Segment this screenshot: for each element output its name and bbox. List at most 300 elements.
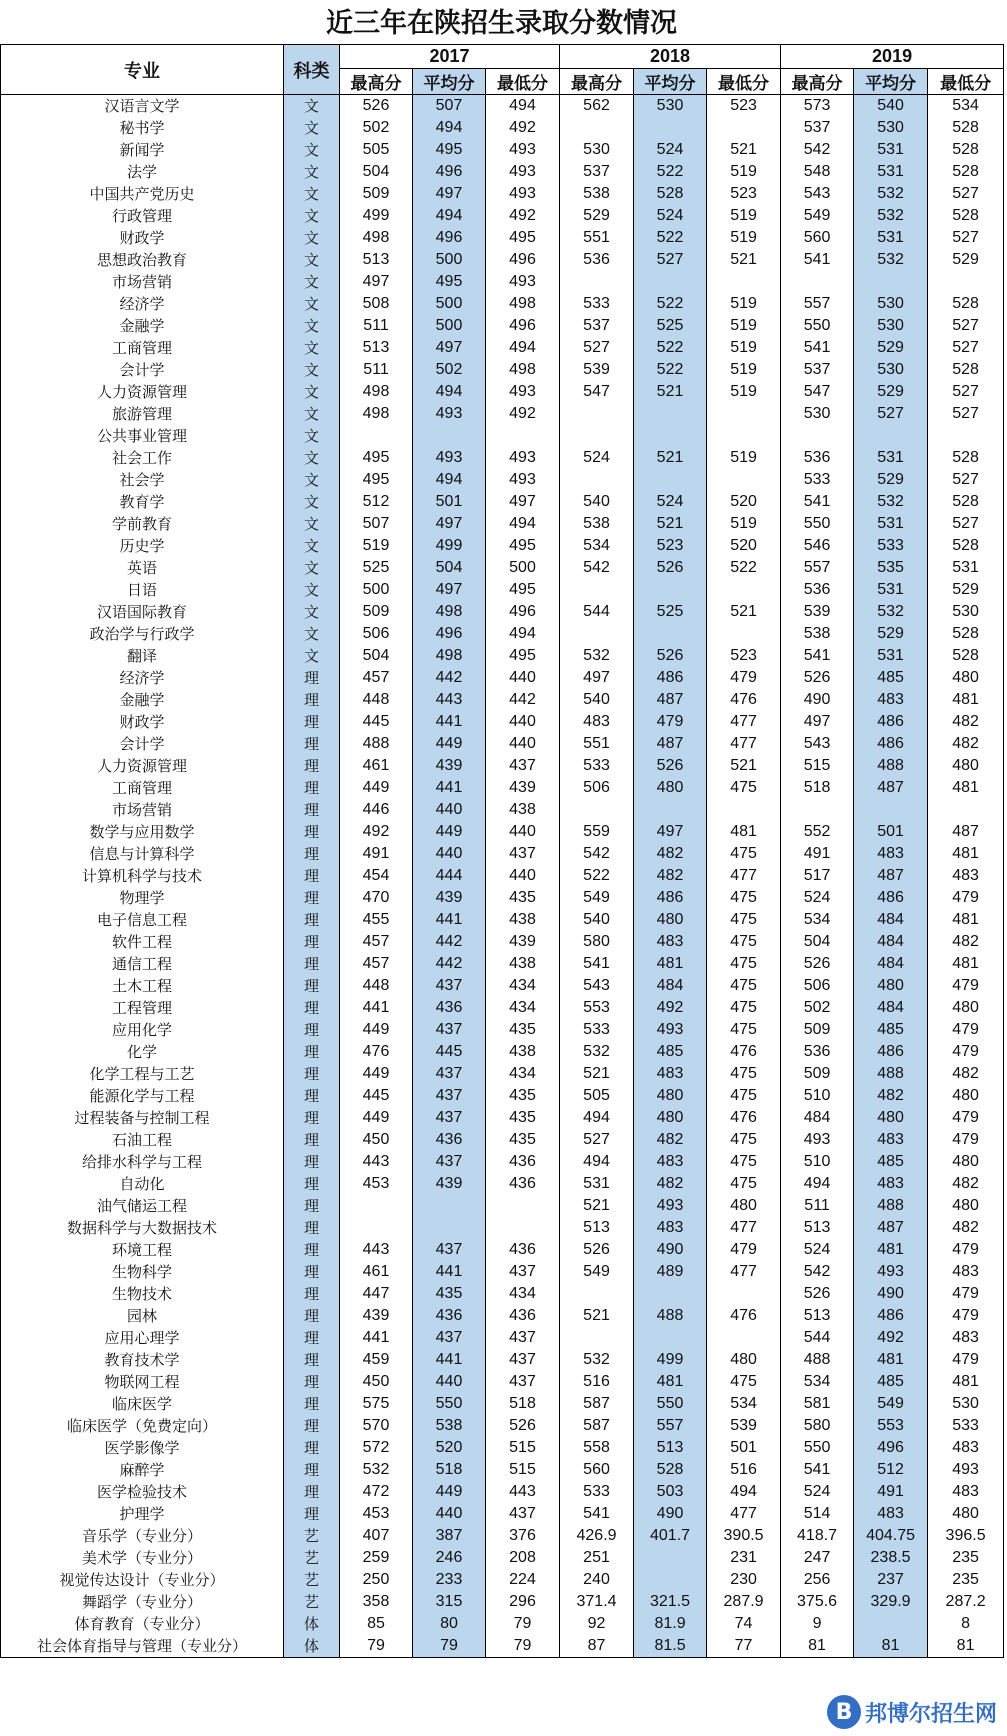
max-2017-cell: 488 <box>340 733 413 755</box>
avg-2018-cell: 485 <box>634 1041 707 1063</box>
category-cell: 文 <box>284 513 340 535</box>
avg-score-header: 平均分 <box>634 69 707 95</box>
max-2018-cell <box>560 469 634 491</box>
min-2018-cell: 477 <box>707 865 781 887</box>
max-2019-cell: 513 <box>781 1305 854 1327</box>
min-2018-cell: 521 <box>707 139 781 161</box>
min-2017-cell: 492 <box>486 117 560 139</box>
max-2018-cell: 426.9 <box>560 1525 634 1547</box>
min-2018-cell: 519 <box>707 205 781 227</box>
max-2018-cell: 540 <box>560 909 634 931</box>
max-2018-cell: 521 <box>560 1305 634 1327</box>
table-row <box>1 1217 1004 1239</box>
avg-2018-cell <box>634 425 707 447</box>
min-2019-cell: 529 <box>928 249 1004 271</box>
avg-2017-cell: 501 <box>413 491 486 513</box>
major-cell: 市场营销 <box>1 271 284 293</box>
min-2019-cell: 527 <box>928 403 1004 425</box>
max-2019-cell: 518 <box>781 777 854 799</box>
major-cell: 日语 <box>1 579 284 601</box>
table-row <box>1 1393 1004 1415</box>
min-2017-cell: 515 <box>486 1459 560 1481</box>
avg-2018-cell: 488 <box>634 1305 707 1327</box>
max-2017-cell: 507 <box>340 513 413 535</box>
category-cell: 文 <box>284 403 340 425</box>
avg-2017-cell: 441 <box>413 1261 486 1283</box>
table-row <box>1 777 1004 799</box>
min-2018-cell: 477 <box>707 711 781 733</box>
max-2019-cell: 81 <box>781 1635 854 1658</box>
avg-2017-cell: 440 <box>413 1371 486 1393</box>
table-row <box>1 183 1004 205</box>
major-cell: 市场营销 <box>1 799 284 821</box>
min-2018-cell <box>707 425 781 447</box>
min-2017-cell: 437 <box>486 1503 560 1525</box>
avg-2017-cell: 499 <box>413 535 486 557</box>
avg-2019-cell: 530 <box>854 117 928 139</box>
category-cell: 理 <box>284 953 340 975</box>
avg-2019-cell: 488 <box>854 1063 928 1085</box>
min-2019-cell: 479 <box>928 1239 1004 1261</box>
table-row <box>1 953 1004 975</box>
max-2017-cell: 450 <box>340 1129 413 1151</box>
category-cell: 文 <box>284 205 340 227</box>
avg-2018-cell: 525 <box>634 601 707 623</box>
major-cell: 工程管理 <box>1 997 284 1019</box>
major-cell: 数据科学与大数据技术 <box>1 1217 284 1239</box>
max-2017-cell: 499 <box>340 205 413 227</box>
table-row <box>1 931 1004 953</box>
min-2018-cell: 520 <box>707 491 781 513</box>
avg-2018-cell: 489 <box>634 1261 707 1283</box>
avg-2019-cell: 486 <box>854 711 928 733</box>
max-2018-cell: 494 <box>560 1151 634 1173</box>
min-2017-cell: 436 <box>486 1239 560 1261</box>
table-row <box>1 513 1004 535</box>
major-cell: 音乐学（专业分） <box>1 1525 284 1547</box>
avg-2019-cell: 485 <box>854 1371 928 1393</box>
max-2017-cell: 448 <box>340 975 413 997</box>
avg-2017-cell: 233 <box>413 1569 486 1591</box>
avg-2017-cell: 436 <box>413 1129 486 1151</box>
min-2018-cell <box>707 799 781 821</box>
min-2018-cell: 475 <box>707 909 781 931</box>
min-2017-cell: 497 <box>486 491 560 513</box>
avg-2018-cell: 484 <box>634 975 707 997</box>
avg-2019-cell: 481 <box>854 1349 928 1371</box>
avg-2018-cell: 524 <box>634 491 707 513</box>
category-cell: 理 <box>284 1415 340 1437</box>
avg-2019-cell: 238.5 <box>854 1547 928 1569</box>
category-cell: 理 <box>284 931 340 953</box>
avg-2019-cell: 531 <box>854 645 928 667</box>
max-2019-cell: 534 <box>781 1371 854 1393</box>
avg-2018-cell: 479 <box>634 711 707 733</box>
avg-2019-cell: 527 <box>854 403 928 425</box>
min-2019-cell: 479 <box>928 975 1004 997</box>
min-2017-cell: 438 <box>486 799 560 821</box>
min-2019-cell: 479 <box>928 1283 1004 1305</box>
avg-2017-cell: 79 <box>413 1635 486 1658</box>
table-row <box>1 1459 1004 1481</box>
category-cell: 文 <box>284 579 340 601</box>
avg-2017-cell: 441 <box>413 909 486 931</box>
avg-2017-cell <box>413 1195 486 1217</box>
avg-2017-cell: 494 <box>413 381 486 403</box>
max-2019-cell: 542 <box>781 1261 854 1283</box>
avg-2017-cell: 315 <box>413 1591 486 1613</box>
max-2018-cell: 506 <box>560 777 634 799</box>
avg-2018-cell: 513 <box>634 1437 707 1459</box>
min-2018-cell: 520 <box>707 535 781 557</box>
max-2018-cell: 513 <box>560 1217 634 1239</box>
max-2017-cell: 498 <box>340 381 413 403</box>
table-row <box>1 711 1004 733</box>
min-2017-cell: 494 <box>486 623 560 645</box>
score-rows <box>1 95 1004 1658</box>
max-2018-cell: 547 <box>560 381 634 403</box>
avg-2019-cell: 486 <box>854 887 928 909</box>
max-2019-cell: 537 <box>781 359 854 381</box>
major-cell: 通信工程 <box>1 953 284 975</box>
max-2018-cell: 531 <box>560 1173 634 1195</box>
min-2017-cell: 436 <box>486 1151 560 1173</box>
category-cell: 文 <box>284 249 340 271</box>
max-2018-cell: 521 <box>560 1195 634 1217</box>
max-2018-cell: 530 <box>560 139 634 161</box>
table-row <box>1 337 1004 359</box>
max-2017-cell: 449 <box>340 1019 413 1041</box>
avg-2017-cell: 495 <box>413 271 486 293</box>
max-2019-cell: 539 <box>781 601 854 623</box>
avg-2017-cell: 500 <box>413 249 486 271</box>
avg-2017-cell: 502 <box>413 359 486 381</box>
max-2017-cell: 453 <box>340 1173 413 1195</box>
max-2018-cell: 540 <box>560 491 634 513</box>
max-2019-cell: 537 <box>781 117 854 139</box>
max-2019-cell: 497 <box>781 711 854 733</box>
min-2018-cell <box>707 623 781 645</box>
min-2017-cell: 435 <box>486 1107 560 1129</box>
min-2018-cell: 477 <box>707 733 781 755</box>
max-2018-cell: 240 <box>560 1569 634 1591</box>
avg-2018-cell: 483 <box>634 1217 707 1239</box>
table-row <box>1 315 1004 337</box>
min-2018-cell: 476 <box>707 689 781 711</box>
category-cell: 理 <box>284 1305 340 1327</box>
max-2017-cell: 500 <box>340 579 413 601</box>
min-2019-cell: 530 <box>928 601 1004 623</box>
category-cell: 理 <box>284 1327 340 1349</box>
avg-2017-cell: 550 <box>413 1393 486 1415</box>
avg-2019-cell: 481 <box>854 1239 928 1261</box>
avg-2017-cell: 538 <box>413 1415 486 1437</box>
min-2019-cell: 480 <box>928 1085 1004 1107</box>
max-2019-cell: 509 <box>781 1063 854 1085</box>
category-cell: 文 <box>284 491 340 513</box>
min-2017-cell: 494 <box>486 337 560 359</box>
min-2018-cell: 494 <box>707 1481 781 1503</box>
category-cell: 艺 <box>284 1569 340 1591</box>
category-cell: 理 <box>284 1239 340 1261</box>
avg-2018-cell: 521 <box>634 513 707 535</box>
avg-2018-cell: 503 <box>634 1481 707 1503</box>
max-2018-cell: 587 <box>560 1393 634 1415</box>
category-cell: 理 <box>284 1063 340 1085</box>
category-cell: 文 <box>284 337 340 359</box>
avg-2017-cell: 437 <box>413 1151 486 1173</box>
min-2019-cell: 528 <box>928 161 1004 183</box>
min-2018-cell: 476 <box>707 1305 781 1327</box>
min-2017-cell: 443 <box>486 1481 560 1503</box>
min-2017-cell: 442 <box>486 689 560 711</box>
avg-2019-cell: 487 <box>854 865 928 887</box>
min-2019-cell: 528 <box>928 535 1004 557</box>
category-cell: 文 <box>284 381 340 403</box>
max-2019-cell: 524 <box>781 887 854 909</box>
avg-2018-cell: 528 <box>634 183 707 205</box>
major-cell: 秘书学 <box>1 117 284 139</box>
min-2019-cell: 481 <box>928 953 1004 975</box>
min-2019-cell: 527 <box>928 337 1004 359</box>
avg-2017-cell: 507 <box>413 95 486 118</box>
max-2018-cell: 540 <box>560 689 634 711</box>
avg-2019-cell: 531 <box>854 139 928 161</box>
min-2019-cell: 480 <box>928 1195 1004 1217</box>
major-cell: 经济学 <box>1 667 284 689</box>
max-2018-cell: 541 <box>560 953 634 975</box>
min-2018-cell: 519 <box>707 227 781 249</box>
category-cell: 理 <box>284 1019 340 1041</box>
max-2017-cell: 495 <box>340 447 413 469</box>
major-cell: 信息与计算科学 <box>1 843 284 865</box>
avg-2019-cell: 530 <box>854 315 928 337</box>
min-2017-cell: 438 <box>486 909 560 931</box>
table-row <box>1 139 1004 161</box>
avg-2018-cell: 490 <box>634 1239 707 1261</box>
min-2019-cell: 482 <box>928 931 1004 953</box>
min-2017-cell: 437 <box>486 1327 560 1349</box>
category-cell: 理 <box>284 1129 340 1151</box>
min-2017-cell: 496 <box>486 315 560 337</box>
major-cell: 化学 <box>1 1041 284 1063</box>
max-2019-cell <box>781 271 854 293</box>
min-2019-cell: 528 <box>928 293 1004 315</box>
avg-2017-cell: 387 <box>413 1525 486 1547</box>
category-cell: 体 <box>284 1613 340 1635</box>
avg-score-header: 平均分 <box>413 69 486 95</box>
max-2018-cell: 538 <box>560 513 634 535</box>
category-cell: 文 <box>284 95 340 118</box>
max-2019-cell: 547 <box>781 381 854 403</box>
max-2017-cell: 79 <box>340 1635 413 1658</box>
major-cell: 金融学 <box>1 689 284 711</box>
avg-2017-cell: 449 <box>413 733 486 755</box>
min-2019-cell: 481 <box>928 1371 1004 1393</box>
min-2019-cell: 480 <box>928 755 1004 777</box>
avg-2017-cell: 435 <box>413 1283 486 1305</box>
category-cell: 理 <box>284 843 340 865</box>
category-cell: 理 <box>284 1481 340 1503</box>
category-cell: 文 <box>284 139 340 161</box>
avg-2019-cell: 529 <box>854 337 928 359</box>
table-row <box>1 381 1004 403</box>
avg-2017-cell: 437 <box>413 975 486 997</box>
min-2019-cell: 529 <box>928 579 1004 601</box>
avg-2019-cell <box>854 1613 928 1635</box>
min-2018-cell <box>707 271 781 293</box>
avg-2019-cell: 553 <box>854 1415 928 1437</box>
max-2018-cell: 536 <box>560 249 634 271</box>
max-2019-cell: 550 <box>781 513 854 535</box>
avg-2018-cell: 527 <box>634 249 707 271</box>
max-2018-cell: 541 <box>560 1503 634 1525</box>
min-2018-cell <box>707 579 781 601</box>
major-cell: 园林 <box>1 1305 284 1327</box>
table-row <box>1 1085 1004 1107</box>
max-2017-cell: 570 <box>340 1415 413 1437</box>
min-2019-cell: 528 <box>928 205 1004 227</box>
min-2017-cell: 495 <box>486 579 560 601</box>
max-2019-cell: 494 <box>781 1173 854 1195</box>
max-2017-cell: 525 <box>340 557 413 579</box>
min-2018-cell: 475 <box>707 1129 781 1151</box>
avg-2018-cell: 522 <box>634 359 707 381</box>
max-2017-cell: 511 <box>340 359 413 381</box>
avg-2018-cell: 526 <box>634 755 707 777</box>
table-row <box>1 491 1004 513</box>
avg-2019-cell: 530 <box>854 359 928 381</box>
max-2019-cell: 247 <box>781 1547 854 1569</box>
max-2018-cell: 527 <box>560 1129 634 1151</box>
avg-2017-cell: 496 <box>413 161 486 183</box>
min-2019-cell: 482 <box>928 1173 1004 1195</box>
max-2018-cell: 87 <box>560 1635 634 1658</box>
avg-2018-cell: 522 <box>634 227 707 249</box>
avg-2018-cell: 482 <box>634 1129 707 1151</box>
max-2017-cell: 519 <box>340 535 413 557</box>
avg-2017-cell: 443 <box>413 689 486 711</box>
avg-2018-cell: 321.5 <box>634 1591 707 1613</box>
max-2019-cell: 581 <box>781 1393 854 1415</box>
avg-2018-cell: 557 <box>634 1415 707 1437</box>
avg-2018-cell: 530 <box>634 95 707 118</box>
table-row <box>1 601 1004 623</box>
major-cell: 政治学与行政学 <box>1 623 284 645</box>
avg-2018-cell <box>634 1327 707 1349</box>
category-cell: 理 <box>284 1283 340 1305</box>
avg-2017-cell: 439 <box>413 887 486 909</box>
avg-score-header: 平均分 <box>854 69 928 95</box>
max-2018-cell: 537 <box>560 161 634 183</box>
max-2019-cell: 541 <box>781 1459 854 1481</box>
avg-2019-cell: 491 <box>854 1481 928 1503</box>
max-2017-cell: 445 <box>340 711 413 733</box>
major-cell: 社会学 <box>1 469 284 491</box>
category-cell: 艺 <box>284 1547 340 1569</box>
category-cell: 体 <box>284 1635 340 1658</box>
table-row <box>1 1151 1004 1173</box>
max-2018-cell: 549 <box>560 1261 634 1283</box>
min-2019-cell: 483 <box>928 865 1004 887</box>
max-2018-cell: 521 <box>560 1063 634 1085</box>
max-2017-cell: 497 <box>340 271 413 293</box>
major-cell: 石油工程 <box>1 1129 284 1151</box>
min-2018-cell <box>707 403 781 425</box>
category-cell: 文 <box>284 315 340 337</box>
avg-2018-cell: 486 <box>634 667 707 689</box>
avg-2019-cell: 540 <box>854 95 928 118</box>
max-2017-cell: 450 <box>340 1371 413 1393</box>
min-2019-cell <box>928 271 1004 293</box>
major-cell: 人力资源管理 <box>1 381 284 403</box>
min-2019-cell: 530 <box>928 1393 1004 1415</box>
min-2019-cell: 487 <box>928 821 1004 843</box>
avg-2018-cell: 480 <box>634 909 707 931</box>
max-2018-cell <box>560 623 634 645</box>
avg-2017-cell: 442 <box>413 931 486 953</box>
avg-2019-cell: 485 <box>854 667 928 689</box>
min-2017-cell: 492 <box>486 205 560 227</box>
avg-2019-cell: 488 <box>854 1195 928 1217</box>
max-2018-cell: 532 <box>560 1041 634 1063</box>
max-2017-cell: 454 <box>340 865 413 887</box>
avg-2017-cell: 496 <box>413 623 486 645</box>
max-2017-cell: 445 <box>340 1085 413 1107</box>
table-row <box>1 1327 1004 1349</box>
min-2018-cell: 74 <box>707 1613 781 1635</box>
avg-2017-cell: 437 <box>413 1327 486 1349</box>
max-2018-cell: 537 <box>560 315 634 337</box>
avg-2018-cell: 401.7 <box>634 1525 707 1547</box>
major-cell: 化学工程与工艺 <box>1 1063 284 1085</box>
major-cell: 软件工程 <box>1 931 284 953</box>
avg-2018-cell: 81.9 <box>634 1613 707 1635</box>
major-cell: 人力资源管理 <box>1 755 284 777</box>
avg-2019-cell: 483 <box>854 1129 928 1151</box>
avg-2019-cell: 486 <box>854 733 928 755</box>
min-2019-cell: 479 <box>928 1305 1004 1327</box>
max-2019-cell: 542 <box>781 139 854 161</box>
table-row <box>1 997 1004 1019</box>
min-2017-cell <box>486 425 560 447</box>
min-2019-cell: 235 <box>928 1569 1004 1591</box>
min-2018-cell: 523 <box>707 183 781 205</box>
category-cell: 文 <box>284 535 340 557</box>
major-cell: 视觉传达设计（专业分） <box>1 1569 284 1591</box>
max-2017-cell: 472 <box>340 1481 413 1503</box>
min-2017-cell: 439 <box>486 777 560 799</box>
avg-2017-cell: 436 <box>413 997 486 1019</box>
min-2017-cell: 435 <box>486 1085 560 1107</box>
min-2017-cell: 437 <box>486 1371 560 1393</box>
avg-2018-cell: 526 <box>634 557 707 579</box>
max-2017-cell: 498 <box>340 227 413 249</box>
avg-2018-cell: 493 <box>634 1019 707 1041</box>
min-2017-cell: 79 <box>486 1613 560 1635</box>
min-2018-cell: 475 <box>707 843 781 865</box>
max-2019-cell: 418.7 <box>781 1525 854 1547</box>
min-2017-cell: 438 <box>486 1041 560 1063</box>
min-2019-cell: 528 <box>928 359 1004 381</box>
major-cell: 临床医学（免费定向） <box>1 1415 284 1437</box>
max-score-header: 最高分 <box>560 69 634 95</box>
max-2017-cell: 461 <box>340 1261 413 1283</box>
max-2018-cell: 529 <box>560 205 634 227</box>
max-2018-cell <box>560 403 634 425</box>
min-2019-cell: 528 <box>928 117 1004 139</box>
max-2017-cell: 526 <box>340 95 413 118</box>
